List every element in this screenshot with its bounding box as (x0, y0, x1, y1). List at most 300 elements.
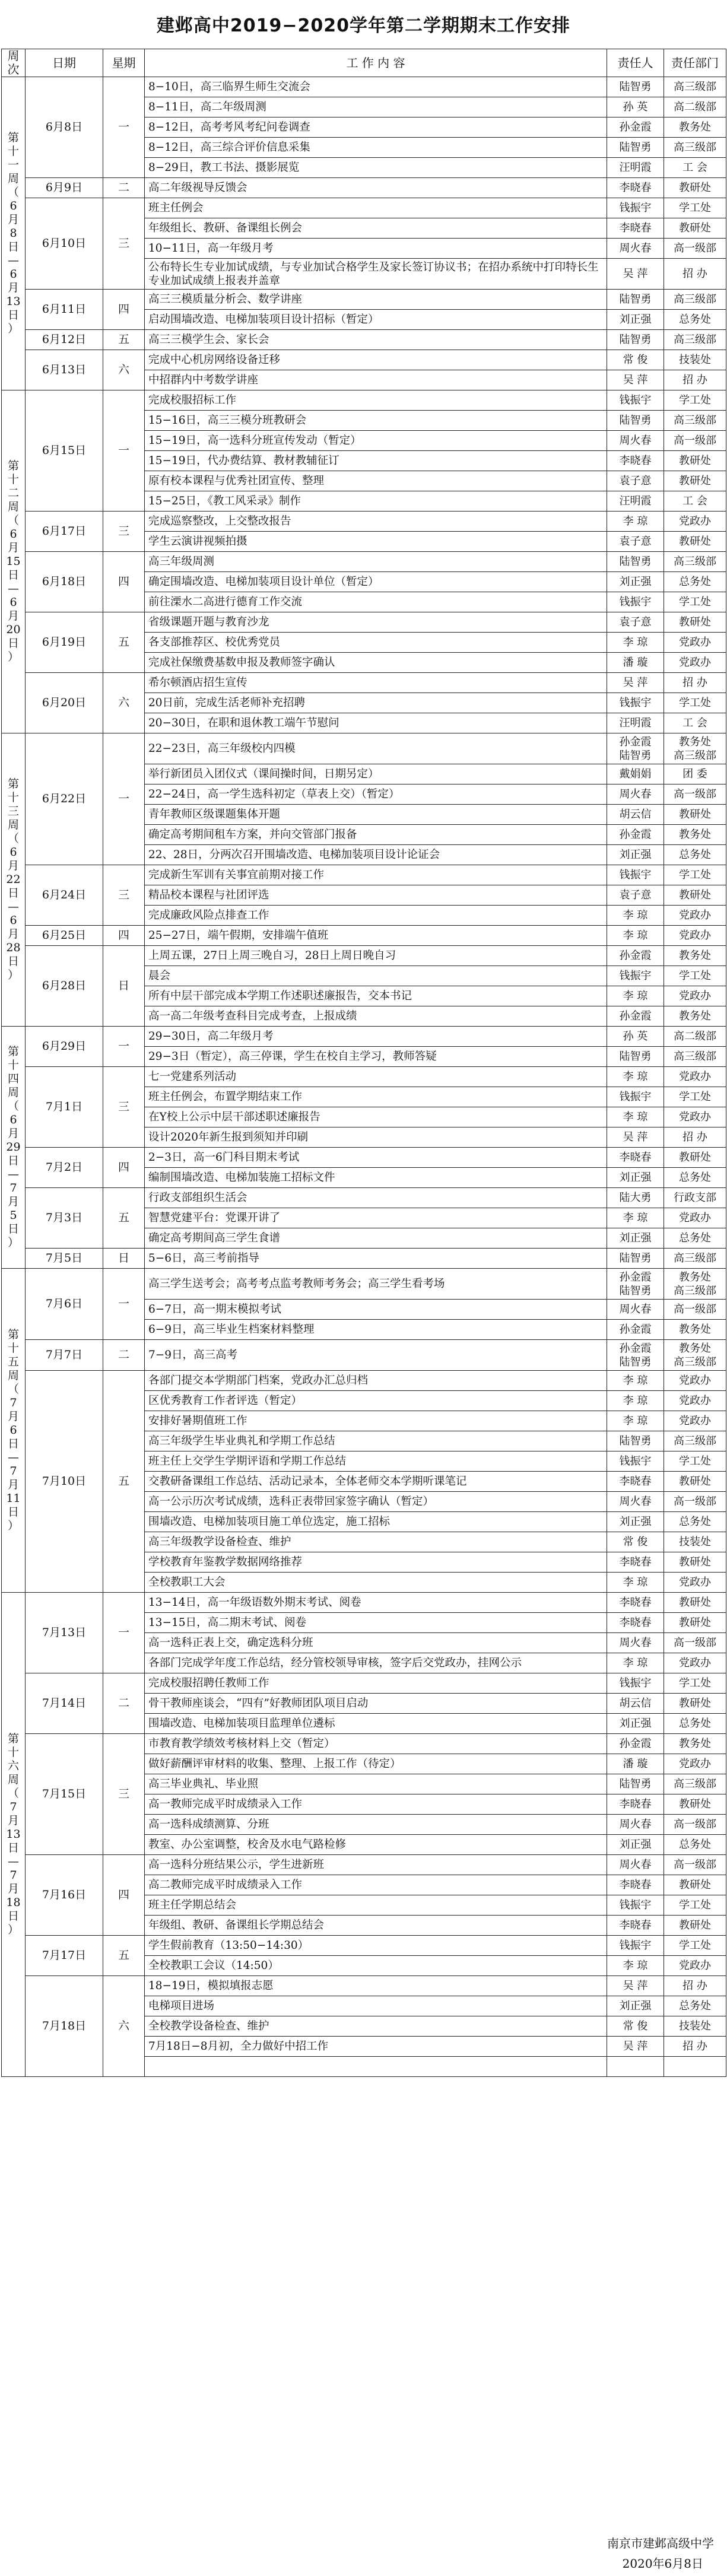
task-content: 希尔顿酒店招生宣传 (145, 673, 607, 693)
task-content: 行政支部组织生活会 (145, 1188, 607, 1208)
task-department: 教研处 (664, 805, 726, 825)
task-department: 党政办 (664, 1573, 726, 1593)
task-person: 李 琼 (607, 926, 664, 946)
task-person: 吴 萍 (607, 2037, 664, 2057)
task-content: 25−27日，端午假期，安排端午值班 (145, 926, 607, 946)
task-department: 教研处 (664, 1916, 726, 1936)
schedule-body (2, 77, 726, 2077)
task-person: 李 琼 (607, 1371, 664, 1391)
task-department: 高三级部 (664, 1249, 726, 1269)
date-cell: 7月15日 (26, 1734, 103, 1855)
task-department: 教研处 (664, 1593, 726, 1613)
task-person: 孙金霞 (607, 1320, 664, 1340)
task-person: 刘正强 (607, 1512, 664, 1532)
task-department: 高二级部 (664, 97, 726, 117)
task-person: 吴 萍 (607, 1127, 664, 1148)
task-person: 李 琼 (607, 906, 664, 926)
task-content: 所有中层干部完成本学期工作述职述廉报告，交本书记 (145, 986, 607, 1006)
task-department: 教研处 (664, 1472, 726, 1492)
task-content: 全校教学设备检查、维护 (145, 2016, 607, 2037)
task-person: 钱振宇 (607, 865, 664, 885)
date-cell: 6月15日 (26, 390, 103, 512)
task-content: 各部门提交本学期部门档案，党政办汇总归档 (145, 1371, 607, 1391)
task-department: 教研处 (664, 1613, 726, 1633)
task-content: 7−9日，高三高考 (145, 1340, 607, 1371)
task-person: 孙金霞 陆智勇 (607, 733, 664, 764)
task-content: 学生云演讲视频拍摄 (145, 532, 607, 552)
task-person: 孙金霞 陆智勇 (607, 1340, 664, 1371)
date-cell: 6月18日 (26, 552, 103, 612)
table-row (2, 350, 726, 370)
task-content: 上周五课，27日上周三晚自习，28日上周日晚自习 (145, 946, 607, 966)
header-week: 周次 (2, 49, 26, 77)
task-person: 汪明霞 (607, 491, 664, 512)
task-content: 区优秀教育工作者评选（暂定） (145, 1391, 607, 1411)
task-person: 孙金霞 (607, 1734, 664, 1754)
weekday-cell: 六 (103, 1976, 145, 2077)
date-cell: 7月1日 (26, 1067, 103, 1148)
task-content: 高一选科正表上交，确定选科分班 (145, 1633, 607, 1653)
task-person: 钱振宇 (607, 198, 664, 218)
task-department: 党政办 (664, 986, 726, 1006)
task-department: 教研处 (664, 1794, 726, 1815)
task-department: 学工处 (664, 693, 726, 713)
table-row (2, 1249, 726, 1269)
task-content: 启动围墙改造、电梯加装项目设计招标（暂定） (145, 310, 607, 330)
task-content: 各支部推荐区、校优秀党员 (145, 633, 607, 653)
task-person: 袁子意 (607, 612, 664, 633)
weekday-cell: 一 (103, 77, 145, 178)
task-content: 高三年级周测 (145, 552, 607, 572)
weekday-cell: 六 (103, 350, 145, 390)
task-department: 总务处 (664, 1228, 726, 1249)
task-content: 高三年级学生毕业典礼和学期工作总结 (145, 1431, 607, 1451)
weekday-cell: 一 (103, 390, 145, 512)
task-person: 吴 萍 (607, 259, 664, 290)
week-label-text: 第 十 四 周 （ 6 月 29 日 — 7 月 5 日 ） (6, 1045, 21, 1249)
header-weekday: 星期 (103, 49, 145, 77)
task-department: 招 办 (664, 2037, 726, 2057)
task-person (607, 2057, 664, 2077)
weekday-cell: 四 (103, 1855, 145, 1936)
task-department: 教研处 (664, 532, 726, 552)
task-content: 完成廉政风险点排查工作 (145, 906, 607, 926)
task-department: 党政办 (664, 1653, 726, 1673)
task-person: 刘正强 (607, 1996, 664, 2016)
task-department: 总务处 (664, 1168, 726, 1188)
date-cell: 7月5日 (26, 1249, 103, 1269)
task-department: 学工处 (664, 1673, 726, 1694)
table-row (2, 198, 726, 218)
task-person: 常 俊 (607, 350, 664, 370)
header-department: 责任部门 (664, 49, 726, 77)
task-content: 班主任学期总结会 (145, 1895, 607, 1916)
weekday-cell: 日 (103, 946, 145, 1027)
task-person: 李 琼 (607, 1573, 664, 1593)
task-content: 围墙改造、电梯加装项目监理单位遴标 (145, 1714, 607, 1734)
task-person: 陆智勇 (607, 1047, 664, 1067)
task-content: 高三年级教学设备检查、维护 (145, 1532, 607, 1552)
task-department: 工 会 (664, 491, 726, 512)
weekday-cell: 六 (103, 673, 145, 733)
task-department: 总务处 (664, 1835, 726, 1855)
weekday-cell: 一 (103, 1027, 145, 1067)
task-content: 5−6日，高三考前指导 (145, 1249, 607, 1269)
task-department: 高三级部 (664, 1431, 726, 1451)
date-cell: 6月10日 (26, 198, 103, 290)
task-department: 高三级部 (664, 411, 726, 431)
task-department: 学工处 (664, 1895, 726, 1916)
task-person: 李晓春 (607, 1552, 664, 1573)
task-content: 完成校服招聘任教师工作 (145, 1673, 607, 1694)
table-row (2, 390, 726, 411)
table-row (2, 673, 726, 693)
task-content: 年级组、教研、备课组长学期总结会 (145, 1916, 607, 1936)
weekday-cell: 四 (103, 1148, 145, 1188)
task-person: 李 琼 (607, 1653, 664, 1673)
task-person: 潘 璇 (607, 1754, 664, 1774)
task-person: 李晓春 (607, 1875, 664, 1895)
task-content: 完成新生军训有关事宜前期对接工作 (145, 865, 607, 885)
table-row (2, 865, 726, 885)
task-department: 学工处 (664, 966, 726, 986)
task-person: 李晓春 (607, 178, 664, 198)
table-row (2, 1067, 726, 1087)
task-content: 6−9日，高三毕业生档案材料整理 (145, 1320, 607, 1340)
task-department: 党政办 (664, 633, 726, 653)
task-person: 周火春 (607, 431, 664, 451)
task-department: 党政办 (664, 1754, 726, 1774)
task-content: 青年教师区级课题集体开题 (145, 805, 607, 825)
task-content: 举行新团员入团仪式（课间操时间，日期另定） (145, 764, 607, 784)
task-department: 教务处 (664, 117, 726, 138)
table-row (2, 1188, 726, 1208)
table-row (2, 552, 726, 572)
weekday-cell: 五 (103, 1371, 145, 1593)
date-cell: 6月17日 (26, 512, 103, 552)
task-person: 陆智勇 (607, 1774, 664, 1794)
weekday-cell: 三 (103, 1734, 145, 1855)
table-row (2, 1593, 726, 1613)
task-department: 学工处 (664, 865, 726, 885)
weekday-cell: 五 (103, 1188, 145, 1249)
task-department: 高三级部 (664, 330, 726, 350)
date-cell: 6月20日 (26, 673, 103, 733)
date-cell: 6月11日 (26, 290, 103, 330)
task-person: 陆智勇 (607, 1431, 664, 1451)
task-department: 高三级部 (664, 552, 726, 572)
week-label (2, 1269, 26, 1593)
table-row (2, 1855, 726, 1875)
task-department: 党政办 (664, 906, 726, 926)
task-content: 高三毕业典礼、毕业照 (145, 1774, 607, 1794)
task-content: 15−19日，高一选科分班宣传发动（暂定） (145, 431, 607, 451)
table-row (2, 1673, 726, 1694)
weekday-cell: 二 (103, 1340, 145, 1371)
task-department: 招 办 (664, 1127, 726, 1148)
task-content: 晨会 (145, 966, 607, 986)
task-department: 总务处 (664, 310, 726, 330)
task-person: 刘正强 (607, 310, 664, 330)
header-content: 工 作 内 容 (145, 49, 607, 77)
task-department: 学工处 (664, 198, 726, 218)
week-label (2, 1027, 26, 1269)
task-department: 教研处 (664, 218, 726, 239)
task-content: 高三三模质量分析会、数学讲座 (145, 290, 607, 310)
task-department: 高一级部 (664, 1855, 726, 1875)
date-cell: 7月14日 (26, 1673, 103, 1734)
task-content: 15−16日，高三三模分班教研会 (145, 411, 607, 431)
task-department: 教务处 高三级部 (664, 1269, 726, 1300)
date-cell: 6月19日 (26, 612, 103, 673)
task-content: 29−3日（暂定），高三停课，学生在校自主学习，教师答疑 (145, 1047, 607, 1067)
task-department: 党政办 (664, 1411, 726, 1431)
task-department: 总务处 (664, 845, 726, 865)
task-department: 总务处 (664, 572, 726, 592)
task-content: 确定高考期间租车方案，并向交管部门报备 (145, 825, 607, 845)
task-content: 20日前，完成生活老师补充招聘 (145, 693, 607, 713)
task-content: 骨干教师座谈会，“四有”好教师团队项目启动 (145, 1694, 607, 1714)
task-content: 8−11日，高二年级周测 (145, 97, 607, 117)
task-content: 确定高考期间高三学生食谱 (145, 1228, 607, 1249)
task-person: 孙金霞 陆智勇 (607, 1269, 664, 1300)
date-cell: 7月16日 (26, 1855, 103, 1936)
task-content: 22−24日，高一学生选科初定（草表上交）（暂定） (145, 784, 607, 805)
task-department: 教研处 (664, 612, 726, 633)
task-person: 常 俊 (607, 1532, 664, 1552)
task-person: 孙金霞 (607, 825, 664, 845)
date-cell: 7月18日 (26, 1976, 103, 2077)
task-person: 钱振宇 (607, 966, 664, 986)
task-person: 陆智勇 (607, 138, 664, 158)
task-department: 党政办 (664, 926, 726, 946)
date-cell: 7月3日 (26, 1188, 103, 1249)
task-person: 袁子意 (607, 471, 664, 491)
task-person: 周火春 (607, 1300, 664, 1320)
task-person: 李晓春 (607, 1916, 664, 1936)
task-department: 党政办 (664, 1107, 726, 1127)
week-label-text: 第 十 二 周 （ 6 月 15 日 — 6 月 20 日 ） (6, 459, 21, 663)
task-person: 陆智勇 (607, 77, 664, 97)
weekday-cell: 四 (103, 290, 145, 330)
task-department: 总务处 (664, 1512, 726, 1532)
weekday-cell: 四 (103, 926, 145, 946)
task-department: 总务处 (664, 1996, 726, 2016)
task-department: 技装处 (664, 1532, 726, 1552)
task-content: 完成巡察整改，上交整改报告 (145, 512, 607, 532)
task-department: 教务处 (664, 1734, 726, 1754)
task-person: 陆智勇 (607, 290, 664, 310)
task-person: 钱振宇 (607, 1451, 664, 1472)
week-label (2, 1593, 26, 2077)
table-row (2, 1148, 726, 1168)
task-content: 18−19日，模拟填报志愿 (145, 1976, 607, 1996)
task-content: 市教育教学绩效考核材料上交（暂定） (145, 1734, 607, 1754)
table-row (2, 290, 726, 310)
weekday-cell: 三 (103, 198, 145, 290)
weekday-cell: 三 (103, 865, 145, 926)
weekday-cell: 五 (103, 1936, 145, 1976)
table-row (2, 330, 726, 350)
task-person: 陆大勇 (607, 1188, 664, 1208)
task-department: 高一级部 (664, 239, 726, 259)
task-person: 周火春 (607, 784, 664, 805)
task-department: 党政办 (664, 1067, 726, 1087)
task-person: 刘正强 (607, 1714, 664, 1734)
task-person: 周火春 (607, 1492, 664, 1512)
task-content: 中招群内中考数学讲座 (145, 370, 607, 390)
task-department: 教务处 (664, 946, 726, 966)
task-person: 钱振宇 (607, 693, 664, 713)
task-person: 周火春 (607, 239, 664, 259)
task-department: 教务处 (664, 1006, 726, 1027)
task-person: 钱振宇 (607, 1936, 664, 1956)
task-content: 10−11日，高一年级月考 (145, 239, 607, 259)
weekday-cell: 一 (103, 1269, 145, 1340)
task-person: 常 俊 (607, 2016, 664, 2037)
task-department: 招 办 (664, 1976, 726, 1996)
table-row (2, 1027, 726, 1047)
weekday-cell: 四 (103, 552, 145, 612)
task-department: 高一级部 (664, 1633, 726, 1653)
week-label-text: 第 十 三 周 （ 6 月 22 日 — 6 月 28 日 ） (6, 777, 21, 982)
task-person: 李晓春 (607, 218, 664, 239)
task-content: 完成社保缴费基数申报及教师签字确认 (145, 653, 607, 673)
task-person: 李晓春 (607, 1148, 664, 1168)
weekday-cell: 二 (103, 178, 145, 198)
task-department: 教研处 (664, 1552, 726, 1573)
task-person: 钱振宇 (607, 1895, 664, 1916)
task-content: 29−30日，高二年级月考 (145, 1027, 607, 1047)
header-date: 日期 (26, 49, 103, 77)
task-person: 陆智勇 (607, 411, 664, 431)
task-content: 高二教师完成平时成绩录入工作 (145, 1875, 607, 1895)
date-cell: 6月28日 (26, 946, 103, 1027)
task-content: 15−19日，代办费结算、教材教辅征订 (145, 451, 607, 471)
task-person: 李 琼 (607, 1411, 664, 1431)
task-content: 高一选科分班结果公示，学生进新班 (145, 1855, 607, 1875)
task-content: 原有校本课程与优秀社团宣传、整理 (145, 471, 607, 491)
task-content: 全校教职工大会 (145, 1573, 607, 1593)
week-label (2, 390, 26, 733)
date-cell: 7月2日 (26, 1148, 103, 1188)
task-person: 孙金霞 (607, 946, 664, 966)
schedule-table (1, 49, 726, 2077)
table-row (2, 1371, 726, 1391)
footer-date: 2020年6月8日 (622, 2556, 703, 2571)
task-content: 班主任例会，布置学期结束工作 (145, 1087, 607, 1107)
task-department: 学工处 (664, 1087, 726, 1107)
task-person: 李晓春 (607, 1593, 664, 1613)
task-person: 胡云信 (607, 805, 664, 825)
weekday-cell: 五 (103, 612, 145, 673)
task-department: 工 会 (664, 713, 726, 733)
task-content: 确定围墙改造、电梯加装项目设计单位（暂定） (145, 572, 607, 592)
task-person: 孙 英 (607, 1027, 664, 1047)
task-person: 钱振宇 (607, 592, 664, 612)
task-department: 高三级部 (664, 290, 726, 310)
task-department: 工 会 (664, 158, 726, 178)
task-department (664, 2057, 726, 2077)
task-content: 13−14日，高一年级语数外期末考试、阅卷 (145, 1593, 607, 1613)
task-person: 胡云信 (607, 1694, 664, 1714)
date-cell: 6月29日 (26, 1027, 103, 1067)
task-person: 刘正强 (607, 845, 664, 865)
task-content: 学生假前教育（13:50−14:30） (145, 1936, 607, 1956)
task-department: 教研处 (664, 178, 726, 198)
task-person: 汪明霞 (607, 158, 664, 178)
task-content: 高一公示历次考试成绩，选科正表带回家签字确认（暂定） (145, 1492, 607, 1512)
task-person: 李 琼 (607, 633, 664, 653)
task-content: 围墙改造、电梯加装项目施工单位选定，施工招标 (145, 1512, 607, 1532)
task-content: 高二年级视导反馈会 (145, 178, 607, 198)
task-content: 高一选科成绩测算、分班 (145, 1815, 607, 1835)
task-person: 李 琼 (607, 1067, 664, 1087)
task-content: 2−3日，高一6门科目期末考试 (145, 1148, 607, 1168)
table-row (2, 1734, 726, 1754)
task-department: 教研处 (664, 885, 726, 906)
footer-org: 南京市建邺高级中学 (607, 2536, 714, 2550)
date-cell: 6月8日 (26, 77, 103, 178)
task-content: 各部门完成学年度工作总结，经分管校领导审核，签字后交党政办，挂网公示 (145, 1653, 607, 1673)
task-department: 总务处 (664, 1714, 726, 1734)
task-content: 设计2020年新生报到须知并印刷 (145, 1127, 607, 1148)
page-title: 建邺高中2019−2020学年第二学期期末工作安排 (156, 15, 571, 36)
task-content: 高一教师完成平时成绩录入工作 (145, 1794, 607, 1815)
task-person: 陆智勇 (607, 330, 664, 350)
task-content: 公布特长生专业加试成绩，与专业加试合格学生及家长签订协议书；在招办系统中打印特长生专业加试成绩上报表并盖章 (145, 259, 607, 290)
task-person: 李晓春 (607, 451, 664, 471)
task-person: 吴 萍 (607, 1976, 664, 1996)
task-department: 教研处 (664, 451, 726, 471)
date-cell: 7月10日 (26, 1371, 103, 1593)
task-department: 党政办 (664, 1391, 726, 1411)
table-header-row (2, 49, 726, 77)
task-person: 戴娟娟 (607, 764, 664, 784)
task-person: 李晓春 (607, 1613, 664, 1633)
task-person: 周火春 (607, 1633, 664, 1653)
task-department: 党政办 (664, 512, 726, 532)
table-row (2, 1976, 726, 1996)
task-content: 22−23日，高三年级校内四模 (145, 733, 607, 764)
date-cell: 6月24日 (26, 865, 103, 926)
task-department: 党政办 (664, 1371, 726, 1391)
task-department: 高三级部 (664, 1047, 726, 1067)
date-cell: 7月13日 (26, 1593, 103, 1673)
weekday-cell: 日 (103, 1249, 145, 1269)
table-row (2, 512, 726, 532)
task-content: 交教研备课组工作总结、活动记录本，全体老师交本学期听课笔记 (145, 1472, 607, 1492)
week-label-text: 第 十 一 周 （ 6 月 8 日 — 6 月 13 日 ） (6, 131, 21, 335)
task-person: 吴 萍 (607, 370, 664, 390)
task-content: 智慧党建平台：党课开讲了 (145, 1208, 607, 1228)
task-person: 钱振宇 (607, 390, 664, 411)
task-person: 孙金霞 (607, 117, 664, 138)
week-label-text: 第 十 五 周 （ 7 月 6 日 — 7 月 11 日 ） (6, 1328, 21, 1532)
task-department: 学工处 (664, 1451, 726, 1472)
week-label-text: 第 十 六 周 （ 7 月 13 日 — 7 月 18 日 ） (6, 1732, 21, 1936)
task-content: 13−15日，高二期末考试、阅卷 (145, 1613, 607, 1633)
task-content: 学校教育年鉴教学数据网络推荐 (145, 1552, 607, 1573)
task-content: 8−12日，高考考风考纪问卷调查 (145, 117, 607, 138)
date-cell: 6月13日 (26, 350, 103, 390)
task-content: 班主任上交学生学期评语和学期工作总结 (145, 1451, 607, 1472)
task-content: 高三三模学生会、家长会 (145, 330, 607, 350)
task-department: 高二级部 (664, 1027, 726, 1047)
task-department: 技装处 (664, 350, 726, 370)
task-person: 袁子意 (607, 885, 664, 906)
task-content: 高一高二年级考查科目完成考查，上报成绩 (145, 1006, 607, 1027)
